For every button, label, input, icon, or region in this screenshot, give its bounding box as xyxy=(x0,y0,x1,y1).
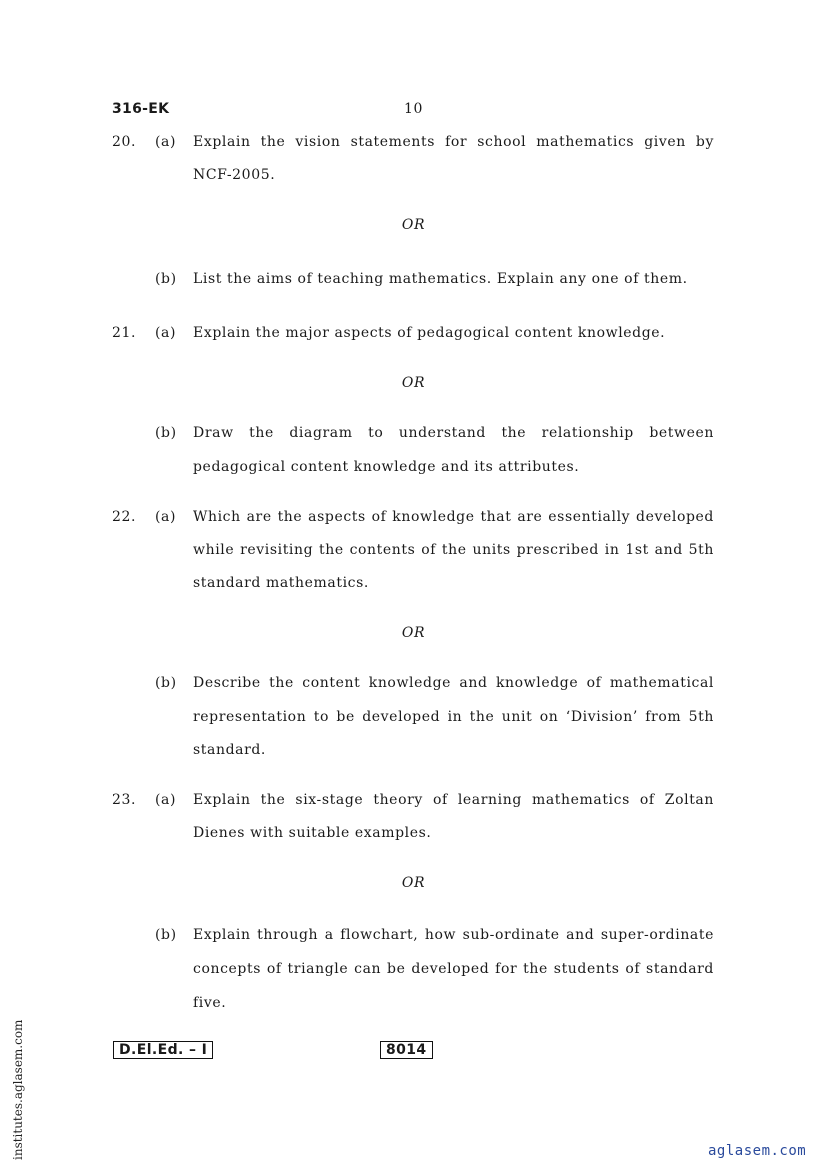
text-line: NCF-2005. xyxy=(193,167,276,183)
option-label-a: (a) xyxy=(155,325,177,341)
side-watermark: institutes.aglasem.com xyxy=(11,1019,25,1160)
text-line: Dienes with suitable examples. xyxy=(193,825,432,841)
text-line: while revisiting the contents of the units prescribed in 1st and 5th xyxy=(193,542,714,558)
question-20a-text xyxy=(193,133,714,184)
question-23a-text xyxy=(193,791,714,842)
paper-code: 316-EK xyxy=(112,101,170,117)
text-line: standard mathematics. xyxy=(193,575,369,591)
text-line: concepts of triangle can be developed for the students of standard xyxy=(193,961,714,977)
text-line: Draw the diagram to understand the relationship between xyxy=(193,425,714,441)
question-22a-text xyxy=(193,508,714,592)
option-label-b: (b) xyxy=(155,927,177,943)
paper-number-box: 8014 xyxy=(380,1041,433,1059)
option-label-b: (b) xyxy=(155,425,177,441)
or-separator: OR xyxy=(401,625,426,641)
option-label-a: (a) xyxy=(155,509,177,525)
text-line: Explain the vision statements for school mathematics given by xyxy=(193,134,714,150)
text-line: Explain the six-stage theory of learning mathematics of Zoltan xyxy=(193,792,714,808)
question-21b-text xyxy=(193,424,714,476)
text-line: List the aims of teaching mathematics. Explain any one of them. xyxy=(193,271,688,287)
question-20b-text xyxy=(193,270,714,288)
question-21a-text xyxy=(193,324,714,342)
option-label-b: (b) xyxy=(155,675,177,691)
question-number: 21. xyxy=(112,325,137,341)
or-separator: OR xyxy=(401,217,426,233)
question-22b-text xyxy=(193,674,714,759)
corner-watermark: aglasem.com xyxy=(708,1143,807,1159)
page-number: 10 xyxy=(404,101,424,117)
text-line: five. xyxy=(193,995,227,1011)
question-23b-text xyxy=(193,926,714,1012)
text-line: Describe the content knowledge and knowledge of mathematical xyxy=(193,675,714,691)
question-number: 23. xyxy=(112,792,137,808)
question-number: 22. xyxy=(112,509,137,525)
text-line: standard. xyxy=(193,742,266,758)
option-label-a: (a) xyxy=(155,792,177,808)
text-line: Explain through a flowchart, how sub-ordinate and super-ordinate xyxy=(193,927,714,943)
or-separator: OR xyxy=(401,875,426,891)
text-line: pedagogical content knowledge and its attributes. xyxy=(193,459,580,475)
option-label-b: (b) xyxy=(155,271,177,287)
text-line: representation to be developed in the unit on ‘Division’ from 5th xyxy=(193,709,714,725)
question-number: 20. xyxy=(112,134,137,150)
option-label-a: (a) xyxy=(155,134,177,150)
course-code-box: D.El.Ed. – I xyxy=(113,1041,213,1059)
text-line: Which are the aspects of knowledge that are essentially developed xyxy=(193,509,714,525)
or-separator: OR xyxy=(401,375,426,391)
text-line: Explain the major aspects of pedagogical content knowledge. xyxy=(193,325,666,341)
